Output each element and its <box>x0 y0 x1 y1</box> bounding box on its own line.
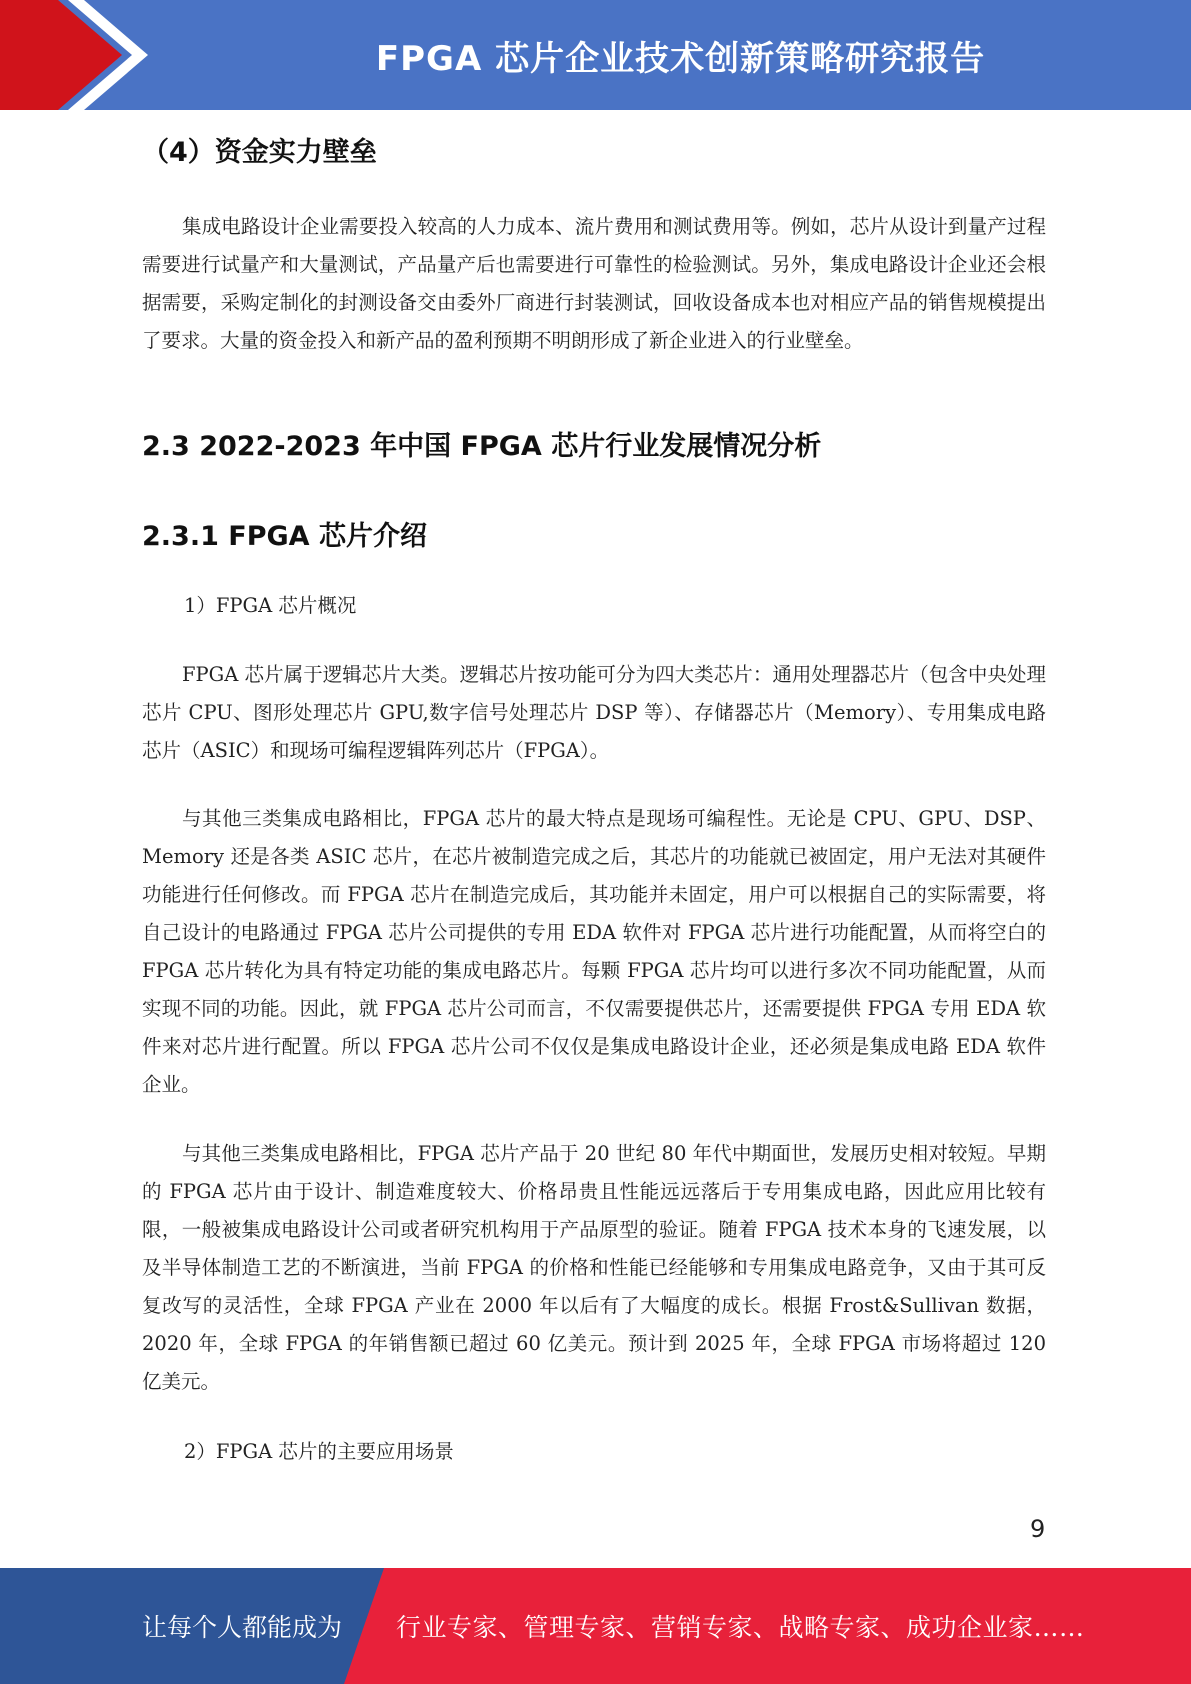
page-number: 9 <box>1030 1515 1046 1543</box>
subheading-fpga-overview: 1）FPGA 芯片概况 <box>184 594 357 617</box>
section-heading-2-3-1: 2.3.1 FPGA 芯片介绍 <box>142 521 427 552</box>
page-header <box>0 0 1191 110</box>
paragraph-fpga-programmability: 与其他三类集成电路相比，FPGA 芯片的最大特点是现场可编程性。无论是 CPU、GPU、DSP、Memory 还是各类 ASIC 芯片，在芯片被制造完成之后，其芯片的功能就已被固定，用户无法对其硬件功能进行任何修改。而 FPGA 芯片在制造完成后，其功能并未固定，用户可以根据自己的实际需要，将自己设计的电路通过 FPGA 芯片公司提供的专用 EDA 软件对 FPGA 芯片进行功能配置，从而将空白的 FPGA 芯片转化为具有特定功能的集成电路芯片。每颗 FPGA 芯片均可以进行多次不同功能配置，从而实现不同的功能。因此，就 FPGA 芯片公司而言，不仅需要提供芯片，还需要提供 FPGA 专用 EDA 软件来对芯片进行配置。所以 FPGA 芯片公司不仅仅是集成电路设计企业，还必须是集成电路 EDA 软件企业。 <box>142 807 1046 1096</box>
page-footer <box>0 1568 1191 1684</box>
subheading-fpga-applications: 2）FPGA 芯片的主要应用场景 <box>184 1440 454 1463</box>
paragraph-fpga-category: FPGA 芯片属于逻辑芯片大类。逻辑芯片按功能可分为四大类芯片：通用处理器芯片（包含中央处理芯片 CPU、图形处理芯片 GPU,数字信号处理芯片 DSP 等）、存储器芯片（Memory）、专用集成电路芯片（ASIC）和现场可编程逻辑阵列芯片（FPGA）。 <box>142 663 1046 762</box>
footer-slogan-right: 行业专家、管理专家、营销专家、战略专家、成功企业家…… <box>396 1613 1085 1642</box>
header-arrow-logo <box>0 0 200 110</box>
section-heading-capital-barrier: （4）资金实力壁垒 <box>142 137 377 168</box>
section-heading-2-3: 2.3 2022-2023 年中国 FPGA 芯片行业发展情况分析 <box>142 431 822 462</box>
footer-slogan-left: 让每个人都能成为 <box>142 1613 343 1642</box>
document-title: FPGA 芯片企业技术创新策略研究报告 <box>375 38 986 79</box>
paragraph-fpga-history: 与其他三类集成电路相比，FPGA 芯片产品于 20 世纪 80 年代中期面世，发展历史相对较短。早期的 FPGA 芯片由于设计、制造难度较大、价格昂贵且性能远远落后于专用集成电路，因此应用比较有限，一般被集成电路设计公司或者研究机构用于产品原型的验证。随着 FPGA 技术本身的飞速发展，以及半导体制造工艺的不断演进，当前 FPGA 的价格和性能已经能够和专用集成电路竞争，又由于其可反复改写的灵活性，全球 FPGA 产业在 2000 年以后有了大幅度的成长。根据 Frost&Sullivan 数据，2020 年，全球 FPGA 的年销售额已超过 60 亿美元。预计到 2025 年，全球 FPGA 市场将超过 120 亿美元。 <box>142 1142 1046 1393</box>
header-red-arrow <box>0 0 122 110</box>
paragraph-capital-barrier: 集成电路设计企业需要投入较高的人力成本、流片费用和测试费用等。例如，芯片从设计到量产过程需要进行试量产和大量测试，产品量产后也需要进行可靠性的检验测试。另外，集成电路设计企业还会根据需要，采购定制化的封测设备交由委外厂商进行封装测试，回收设备成本也对相应产品的销售规模提出了要求。大量的资金投入和新产品的盈利预期不明朗形成了新企业进入的行业壁垒。 <box>142 215 1046 352</box>
